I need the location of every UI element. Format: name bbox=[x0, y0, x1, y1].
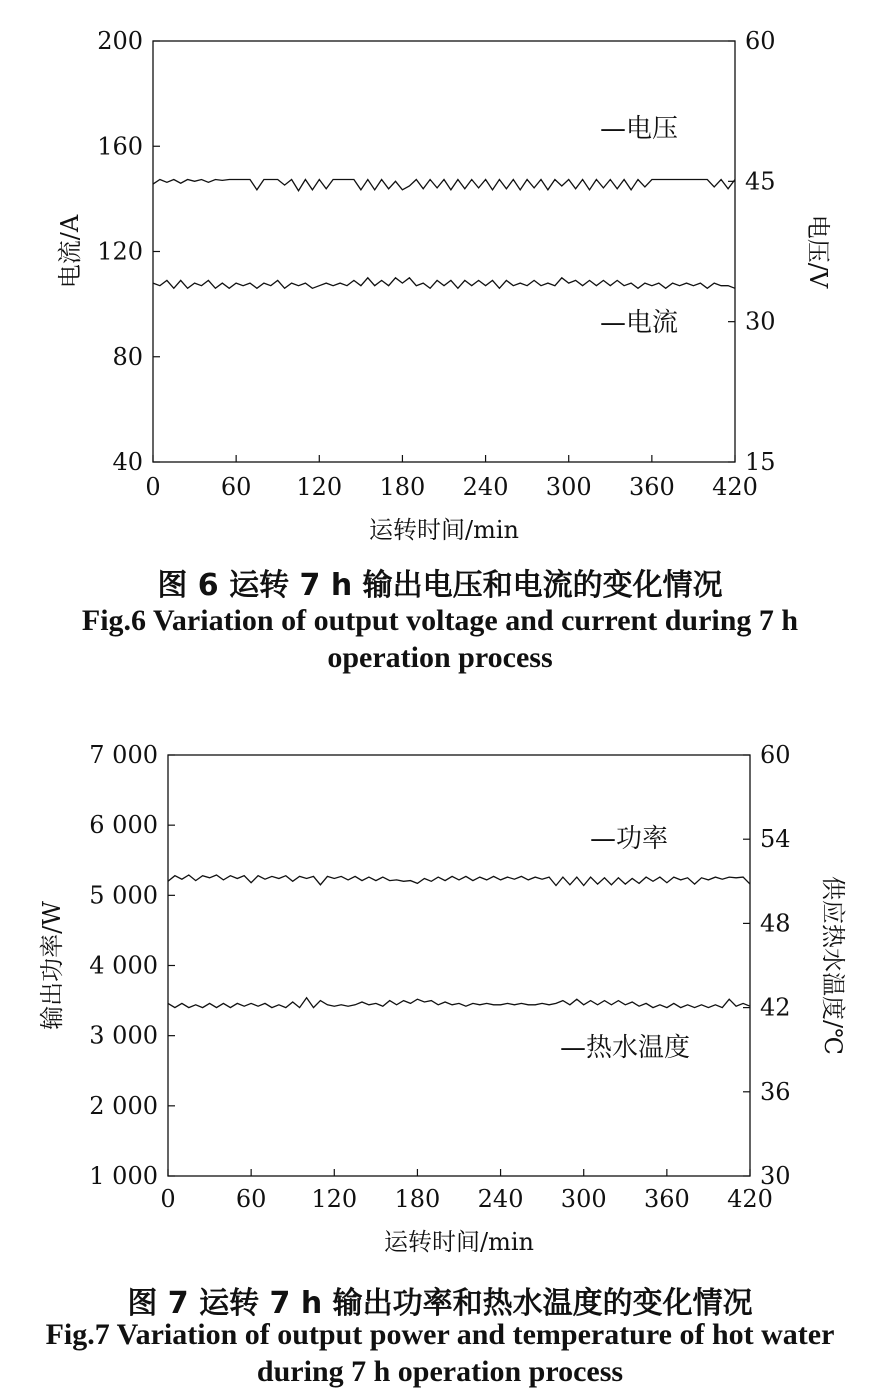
y-left-tick-label: 3 000 bbox=[89, 1021, 158, 1050]
x-tick-label: 120 bbox=[296, 473, 343, 501]
y-right-tick-label: 15 bbox=[745, 448, 776, 476]
y-left-tick-label: 7 000 bbox=[89, 741, 158, 769]
y-right-tick-label: 48 bbox=[760, 909, 791, 938]
y-left-axis-label: 输出功率/W bbox=[38, 901, 66, 1030]
y-left-tick-label: 6 000 bbox=[89, 811, 158, 840]
y-left-axis-label: 电流/A bbox=[56, 214, 84, 289]
x-axis-label: 运转时间/min bbox=[369, 516, 519, 544]
y-left-tick-label: 5 000 bbox=[89, 881, 158, 910]
x-tick-label: 180 bbox=[394, 1185, 441, 1213]
y-right-tick-label: 30 bbox=[760, 1162, 791, 1190]
x-tick-label: 120 bbox=[311, 1185, 358, 1213]
series-line-2 bbox=[168, 998, 750, 1008]
x-tick-label: 300 bbox=[560, 1185, 607, 1213]
y-right-tick-label: 60 bbox=[760, 741, 791, 769]
y-left-tick-label: 160 bbox=[97, 132, 143, 161]
y-right-tick-label: 36 bbox=[760, 1077, 791, 1106]
y-right-tick-label: 30 bbox=[745, 307, 776, 336]
series-line-2 bbox=[153, 278, 735, 289]
figure-6-caption-cn: 图 6 运转 7 h 输出电压和电流的变化情况 bbox=[157, 568, 723, 603]
x-tick-label: 0 bbox=[145, 473, 161, 501]
series-line-1 bbox=[168, 875, 750, 886]
x-tick-label: 360 bbox=[628, 473, 675, 501]
x-tick-label: 60 bbox=[220, 473, 252, 501]
y-left-tick-label: 1 000 bbox=[89, 1162, 158, 1190]
figure-7-caption-en: Fig.7 Variation of output power and temperature of hot water during 7 h operation process bbox=[45, 1318, 835, 1388]
x-tick-label: 0 bbox=[160, 1185, 176, 1213]
y-left-tick-label: 80 bbox=[112, 342, 143, 371]
power-temperature-chart bbox=[0, 720, 880, 1280]
legend-label-2: —热水温度 bbox=[560, 1033, 691, 1063]
x-tick-label: 420 bbox=[727, 1185, 773, 1213]
x-tick-label: 180 bbox=[379, 473, 426, 501]
y-right-tick-label: 60 bbox=[745, 27, 776, 55]
legend-label-1: —电压 bbox=[600, 114, 679, 144]
y-left-tick-label: 4 000 bbox=[89, 951, 158, 980]
series-line-1 bbox=[153, 180, 735, 191]
x-tick-label: 360 bbox=[643, 1185, 690, 1213]
legend-label-1: —功率 bbox=[590, 824, 669, 854]
y-right-tick-label: 45 bbox=[745, 167, 776, 196]
x-tick-label: 300 bbox=[545, 473, 592, 501]
plot-frame bbox=[153, 41, 735, 462]
y-right-axis-label: 供应热水温度/℃ bbox=[819, 876, 847, 1055]
x-tick-label: 240 bbox=[462, 473, 509, 501]
x-tick-label: 240 bbox=[477, 1185, 524, 1213]
y-right-axis-label: 电压/V bbox=[804, 214, 832, 289]
y-left-tick-label: 120 bbox=[97, 237, 143, 266]
y-right-tick-label: 54 bbox=[760, 825, 791, 854]
y-left-tick-label: 200 bbox=[97, 27, 143, 55]
voltage-current-chart bbox=[0, 0, 880, 560]
plot-frame bbox=[168, 755, 750, 1176]
x-tick-label: 60 bbox=[235, 1185, 267, 1213]
figure-6-caption-en: Fig.6 Variation of output voltage and current during 7 h operation process bbox=[81, 604, 799, 674]
x-axis-label: 运转时间/min bbox=[384, 1228, 534, 1256]
legend-label-2: —电流 bbox=[600, 308, 679, 338]
y-right-tick-label: 42 bbox=[760, 993, 791, 1022]
figure-7-caption-cn: 图 7 运转 7 h 输出功率和热水温度的变化情况 bbox=[127, 1286, 753, 1321]
y-left-tick-label: 40 bbox=[112, 448, 143, 476]
x-tick-label: 420 bbox=[712, 473, 758, 501]
y-left-tick-label: 2 000 bbox=[89, 1091, 158, 1120]
